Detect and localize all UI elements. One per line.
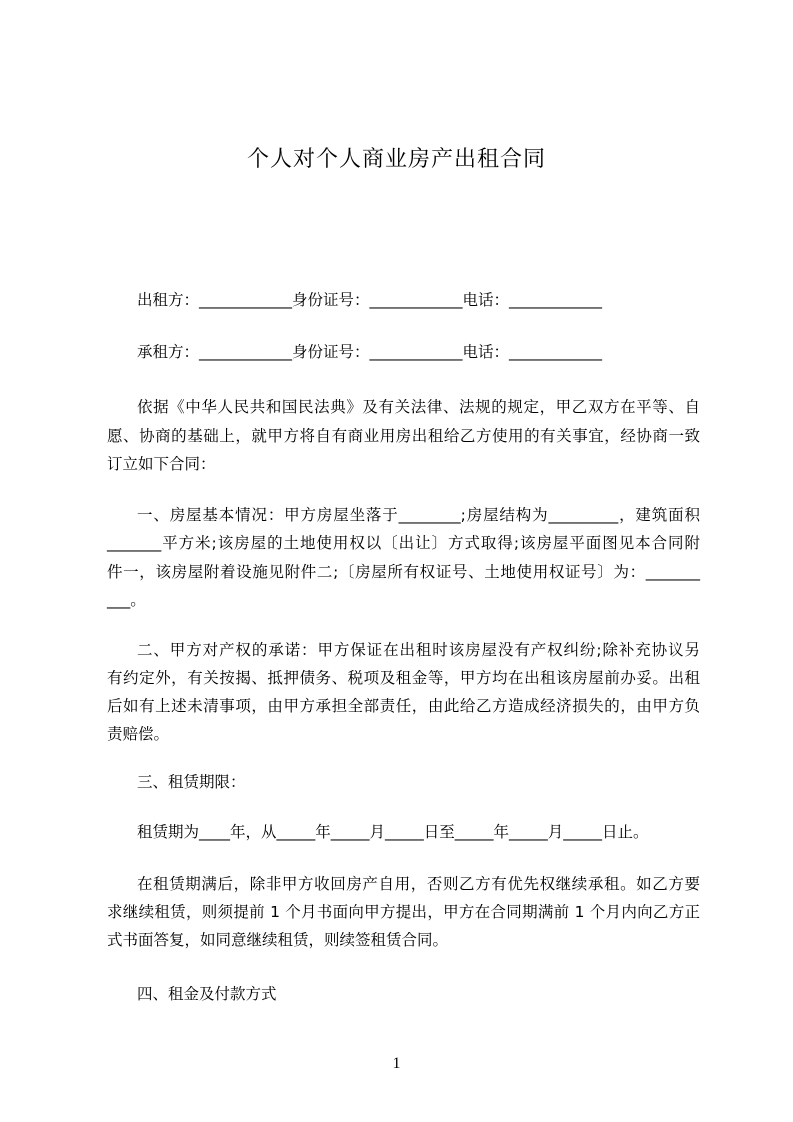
preamble-line: 订立如下合同： [107, 455, 216, 473]
renewal-line: 式书面答复，如同意继续租赁，则续签租赁合同。 [107, 931, 449, 949]
lessor-line: 出租方：____________身份证号：____________电话：____________ [137, 291, 603, 309]
section2-line: 责赔偿。 [107, 725, 170, 743]
section2-line: 有约定外，有关按揭、抵押债务、税项及租金等，甲方均在出租该房屋前办妥。出租 [107, 669, 700, 687]
renewal-line: 求继续租赁，则须提前 1 个月书面向甲方提出，甲方在合同期满前 1 个月内向乙方正 [107, 903, 700, 921]
section1-line: ___。 [107, 591, 146, 609]
section3-heading: 三、租赁期限： [137, 773, 246, 791]
lessee-line: 承租方：____________身份证号：____________电话：____________ [137, 343, 603, 361]
renewal-line: 在租赁期满后，除非甲方收回房产自用，否则乙方有优先权继续承租。如乙方要 [137, 875, 700, 893]
preamble-line: 愿、协商的基础上，就甲方将自有商业用房出租给乙方使用的有关事宜，经协商一致 [107, 427, 700, 445]
section1-line: 一、房屋基本情况：甲方房屋坐落于________;房屋结构为_________，建筑面积 [137, 506, 700, 524]
section4-heading: 四、租金及付款方式 [137, 985, 277, 1003]
page-number: 1 [392, 1055, 401, 1072]
section2-line: 二、甲方对产权的承诺：甲方保证在出租时该房屋没有产权纠纷;除补充协议另 [137, 641, 700, 659]
section1-line: 件一，该房屋附着设施见附件二;〔房屋所有权证号、土地使用权证号〕为：_______ [107, 563, 700, 581]
preamble-line: 依据《中华人民共和国民法典》及有关法律、法规的规定，甲乙双方在平等、自 [137, 398, 700, 416]
section1-line: _______平方米;该房屋的土地使用权以〔出让〕方式取得;该房屋平面图见本合同附 [107, 534, 700, 552]
document-title: 个人对个人商业房产出租合同 [246, 147, 546, 172]
section2-line: 后如有上述未清事项，由甲方承担全部责任，由此给乙方造成经济损失的，由甲方负 [107, 697, 700, 715]
lease-term-line: 租赁期为____年，从_____年_____月_____日至_____年_____月_____日止。 [137, 823, 649, 841]
